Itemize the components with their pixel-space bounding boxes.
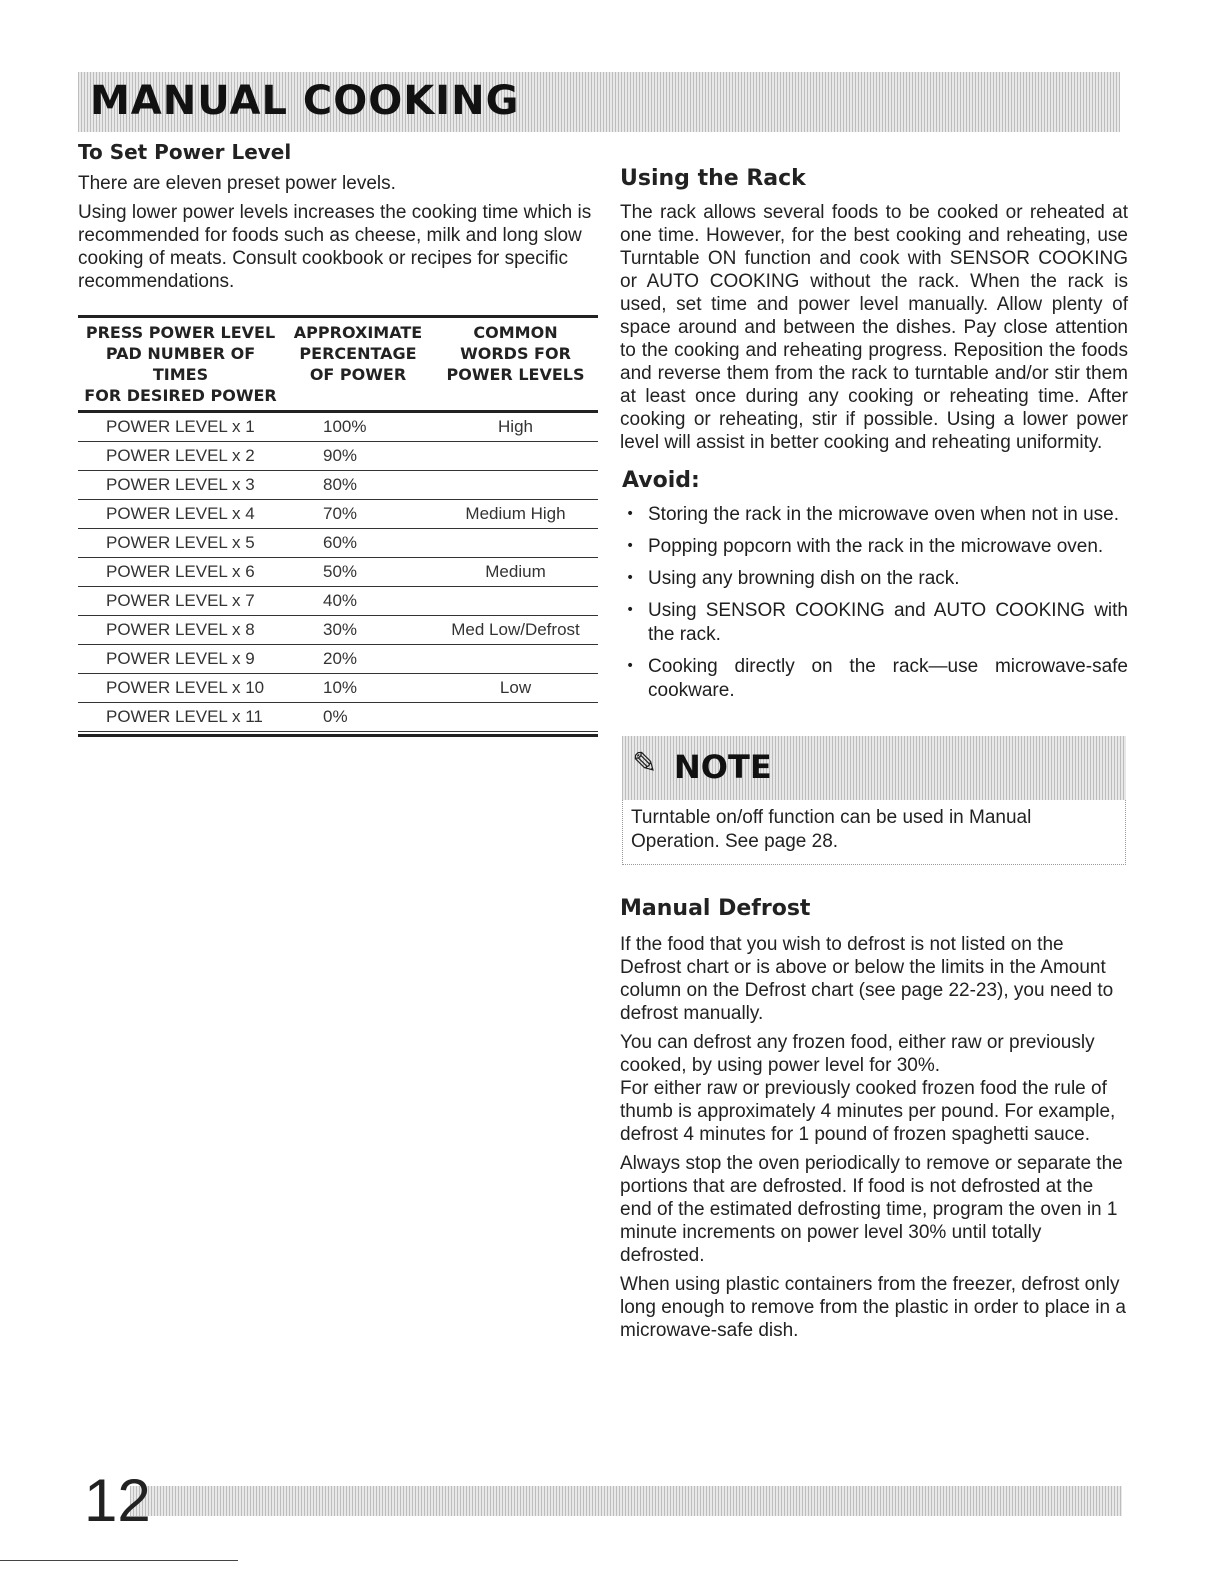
note-text: Turntable on/off function can be used in Manual Operation. See page 28. [622, 800, 1126, 865]
cell-common-words: Medium High [465, 504, 566, 523]
table-row [78, 558, 598, 587]
avoid-item-text: Using SENSOR COOKING and AUTO COOKING with the rack. [648, 600, 1128, 645]
defrost-paragraph: For either raw or previously cooked frozen food the rule of thumb is approximately 4 minutes per pound. For example, defrost 4 minutes for 1 pound of frozen spaghetti sauce. [620, 1078, 1116, 1145]
avoid-item-text: Using any browning dish on the rack. [648, 568, 960, 589]
table-row [78, 471, 598, 500]
list-item [620, 599, 1128, 647]
cell-press-times: POWER LEVEL x 10 [106, 678, 265, 697]
note-box [622, 736, 1126, 860]
bullet-icon: • [626, 506, 635, 522]
cell-percentage: 50% [323, 562, 358, 581]
cell-percentage: 30% [323, 620, 358, 639]
table-row [78, 413, 598, 442]
power-level-table [78, 315, 598, 737]
bullet-icon: • [626, 602, 635, 618]
divider [0, 1560, 238, 1561]
pencil-icon: ✎ [632, 746, 658, 781]
cell-percentage: 60% [323, 533, 358, 552]
bullet-icon: • [626, 658, 635, 674]
cell-press-times: POWER LEVEL x 6 [106, 562, 255, 581]
cell-percentage: 20% [323, 649, 358, 668]
section-banner [78, 72, 1120, 132]
cell-press-times: POWER LEVEL x 1 [106, 417, 255, 436]
defrost-paragraph: When using plastic containers from the freezer, defrost only long enough to remove from the plastic in order to place in a microwave-safe dish. [620, 1274, 1126, 1341]
avoid-item-text: Storing the rack in the microwave oven when not in use. [648, 504, 1120, 525]
cell-percentage: 40% [323, 591, 358, 610]
defrost-paragraph: Always stop the oven periodically to remove or separate the portions that are defrosted. If food is not defrosted at the end of the estimated defrosting time, program the oven in 1 minute increments on power level 30% until totally defrosted. [620, 1153, 1123, 1266]
footer-bar [130, 1486, 1122, 1516]
table-bottom-rule [78, 734, 598, 737]
cell-percentage: 70% [323, 504, 358, 523]
cell-press-times: POWER LEVEL x 7 [106, 591, 255, 610]
power-level-description: Using lower power levels increases the cooking time which is recommended for foods such as cheese, milk and long slow cooking of meats. Consult cookbook or recipes for specific recommendations. [78, 202, 592, 292]
avoid-heading: Avoid: [622, 468, 700, 493]
cell-press-times: POWER LEVEL x 3 [106, 475, 255, 494]
table-row [78, 587, 598, 616]
cell-press-times: POWER LEVEL x 9 [106, 649, 255, 668]
page-number: 12 [84, 1467, 151, 1534]
cell-percentage: 10% [323, 678, 358, 697]
list-item [620, 535, 1128, 559]
column-header-press: PRESS POWER LEVEL PAD NUMBER OF TIMES FOR DESIRED POWER [84, 323, 277, 405]
cell-percentage: 90% [323, 446, 358, 465]
cell-press-times: POWER LEVEL x 8 [106, 620, 255, 639]
power-level-heading: To Set Power Level [78, 140, 292, 164]
note-header [622, 736, 1126, 800]
bullet-icon: • [626, 538, 635, 554]
table-row [78, 703, 598, 732]
table-row [78, 442, 598, 471]
power-level-section [78, 140, 600, 737]
cell-common-words: High [498, 417, 533, 436]
column-header-words: COMMON WORDS FOR POWER LEVELS [446, 323, 585, 384]
bullet-icon: • [626, 570, 635, 586]
defrost-paragraph: You can defrost any frozen food, either raw or previously cooked, by using power level for 30%. [620, 1032, 1095, 1076]
table-row [78, 529, 598, 558]
cell-common-words: Med Low/Defrost [451, 620, 580, 639]
list-item [620, 503, 1128, 527]
avoid-item-text: Popping popcorn with the rack in the microwave oven. [648, 536, 1104, 557]
table-row [78, 500, 598, 529]
avoid-item-text: Cooking directly on the rack—use microwave-safe cookware. [648, 656, 1128, 701]
table-row [78, 674, 598, 703]
note-title: NOTE [674, 748, 772, 786]
table-row [78, 616, 598, 645]
cell-percentage: 100% [323, 417, 367, 436]
avoid-list [620, 503, 1128, 703]
cell-press-times: POWER LEVEL x 5 [106, 533, 255, 552]
defrost-section [620, 896, 1128, 1348]
table-row [78, 645, 598, 674]
list-item [620, 655, 1128, 703]
power-level-intro: There are eleven preset power levels. [78, 173, 396, 194]
cell-press-times: POWER LEVEL x 4 [106, 504, 255, 523]
cell-press-times: POWER LEVEL x 11 [106, 707, 263, 726]
cell-percentage: 0% [323, 707, 348, 726]
rack-section [620, 166, 1128, 711]
cell-percentage: 80% [323, 475, 358, 494]
table-header-row [78, 318, 598, 413]
defrost-heading: Manual Defrost [620, 896, 811, 921]
cell-common-words: Medium [485, 562, 546, 581]
rack-heading: Using the Rack [620, 166, 806, 191]
list-item [620, 567, 1128, 591]
cell-press-times: POWER LEVEL x 2 [106, 446, 255, 465]
column-header-percentage: APPROXIMATE PERCENTAGE OF POWER [293, 323, 423, 384]
defrost-paragraph: If the food that you wish to defrost is not listed on the Defrost chart or is above or below the limits in the Amount column on the Defrost chart (see page 22-23), you need to defrost manually. [620, 934, 1114, 1024]
cell-common-words: Low [499, 678, 532, 697]
table-body [78, 413, 598, 732]
page-title: MANUAL COOKING [90, 78, 520, 124]
rack-paragraph: The rack allows several foods to be cooked or reheated at one time. However, for the best cooking and reheating, use Turntable ON function and cook with SENSOR COOKING or AUTO COOKING without the rack. When the rack is used, set time and power level manually. Allow plenty of space around and between the dishes. Pay close attention to the cooking and reheating progress. Reposition the foods and reverse them from the rack to turntable and/or stir them at least once during any cooking or reheating time. After cooking or reheating, stir if possible. Using a lower power level will assist in better cooking and reheating uniformity. [620, 202, 1128, 453]
